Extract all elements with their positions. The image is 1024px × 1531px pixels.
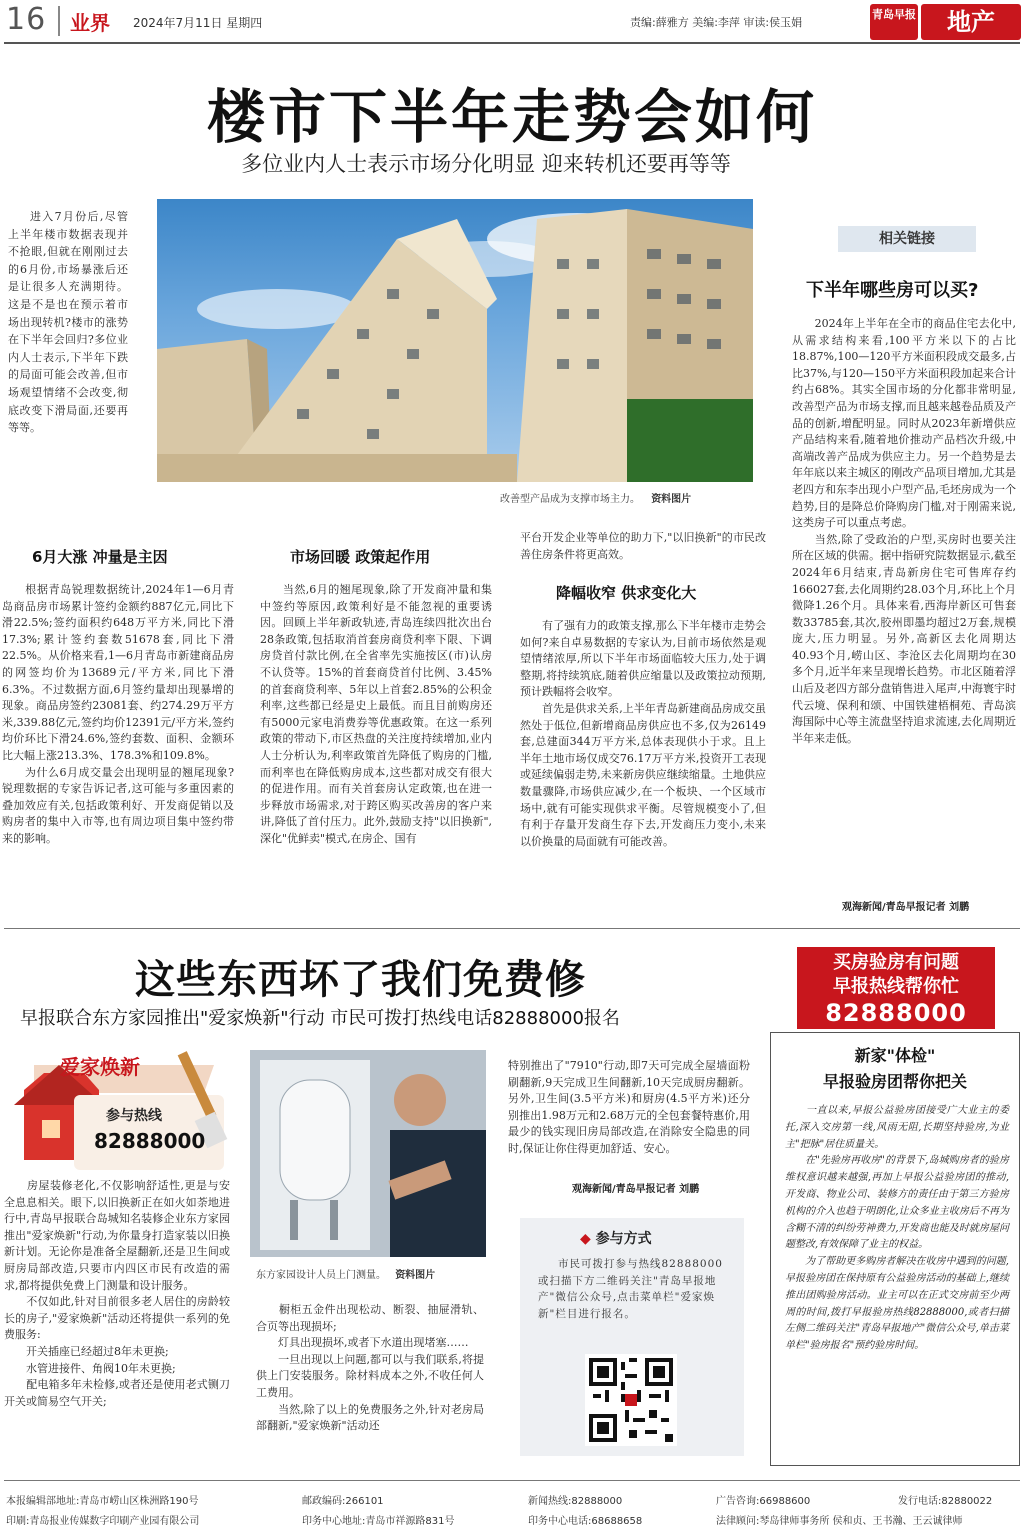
footer-printer: 印刷:青岛报业传媒数字印刷产业园有限公司 bbox=[6, 1516, 200, 1527]
renovation-badge bbox=[4, 1045, 232, 1175]
story1-headline: 楼市下半年走势会如何 bbox=[206, 83, 817, 151]
col3-subhead: 降幅收窄 供求变化大 bbox=[556, 584, 697, 602]
related-tag bbox=[838, 226, 976, 252]
sidebar-text: 一直以来,早报公益验房团接受广大业主的委托,深入交房第一线,风雨无阻,长期坚持验房,为业主"把脉"居住质量关。 在"先验房再收房"的背景下,岛城购房者的验房维权意识越来越强,再加上早报公益验房团的推动,开发商、物业公司、装修方的责任由于第三方验房机构的介入也趋于明朗化,让众多业主收房后不再为含糊不清的纠纷劳神费力,开发商也能及时就房屋问题整改,有效保障了业主的权益。 为了帮助更多购房者解决在收房中遇到的问题,早报验房团在保持原有公益验房活动的基础上,继续推出团购验房活动。业主可以在正式交房前至少两周的时间,拨打早报验房热线82888000,或者扫描左侧二维码关注"青岛早报地产"微信公众号,单击菜单栏"验房报名"预约验房时间。 bbox=[785, 1105, 1009, 1352]
story2-col1-text: 房屋装修老化,不仅影响舒适性,更是与安全息息相关。眼下,以旧换新正在如火如荼地进行中,青岛早报联合岛城知名装修企业东方家园推出"爱家焕新"行动,为你量身打造家装以旧换新计划。无论你是准备全屋翻新,还是卫生间或厨房局部改造,只要市内四区市民有改造的需求,都将提供免费上门测量和设计服务。 不仅如此,针对目前很多老人居住的房龄较长的房子,"爱家焕新"活动还将提供一系列的免费服务: 开关插座已经超过8年未更换; 水管进接件、角阀10年未更换; 配电箱多年未检修,或者还是使用老式铡刀开关或简易空气开关; bbox=[4, 1179, 230, 1408]
col3-top-text: 平台开发企业等单位的助力下,"以旧换新"的市民改善住房条件将更高效。 bbox=[520, 531, 766, 561]
footer-legal-counsel: 法律顾问:琴岛律师事务所 侯和贞、王书瀚、王云诚律师 bbox=[716, 1516, 963, 1527]
col1-text: 根据青岛锐理数据统计,2024年1—6月青岛商品房市场累计签约金额约887亿元,同比下滑22.5%;签约面积约648万平方米,同比下滑17.3%;累计签约套数51678套,同比下滑22.5%。从价格来看,1—6月青岛市新建商品房的网签均价为13689元/平方米,同比下滑6.3%。不过数据方面,6月签约量却出现暴增的现象。商品房签约23081套、约274.29万平方米,339.88亿元,签约均价12391元/平方米,签约均价环比下滑24.6%,签约套数、面积、金额环比大幅上涨213.3%、178.3%和109.8%。 为什么6月成交量会出现明显的翘尾现象?锐理数据的专家告诉记者,这可能与多重因素的叠加效应有关,包括政策利好、开发商促销以及购房者的集中入市等,也有周边项目集中签约带来的影响。 bbox=[2, 583, 234, 845]
diamond-icon: ◆ bbox=[580, 1231, 591, 1247]
repair-photo-illustration bbox=[250, 1050, 486, 1257]
story1-subheadline: 多位业内人士表示市场分化明显 迎来转机还要再等等 bbox=[241, 152, 731, 176]
section-tag bbox=[921, 4, 1021, 40]
footer-rule bbox=[4, 1480, 1020, 1481]
editor-credits: 责编:薛雅方 美编:李萍 审读:侯玉娟 bbox=[630, 16, 803, 29]
banner-line1: 买房验房有问题 bbox=[833, 952, 959, 973]
related-title: 下半年哪些房可以买? bbox=[806, 280, 979, 301]
building-illustration bbox=[157, 199, 753, 482]
section-name: 业界 bbox=[70, 11, 110, 35]
banner-line2: 早报热线帮你忙 bbox=[833, 976, 959, 997]
story1-photo-caption: 改善型产品成为支撑市场主力。 bbox=[500, 494, 640, 505]
col2-text: 当然,6月的翘尾现象,除了开发商冲量和集中签约等原因,政策利好是不能忽视的重要诱因。回顾上半年新政轨迹,青岛连续四批次出台28条政策,包括取消首套房商贷利率下限、下调房贷首付款比例,在全省率先实施按区(市)认房不认贷等。15%的首套商贷首付比例、3.45%的首套商贷利率、5年以上首套2.85%的公积金利率,这些都已经是史上最低。而且目前购房还有5000元家电消费券等优惠政策。在这一系列政策的带动下,市区热盘的关注度持续增加,业内人士分析认为,利率政策首先降低了购房的门槛,而利率也在降低购房成本,这些都对成交有很大的促进作用。而有关首套房认定政策,也在进一步释放市场需求,对于跨区购买改善房的客户来讲,降低了首付压力。此外,鼓励支持"以旧换新",深化"优鲜卖"模式,在房企、国有 bbox=[260, 583, 492, 845]
badge-phone: 82888000 bbox=[94, 1129, 206, 1153]
footer-news-hotline: 新闻热线:82888000 bbox=[528, 1496, 623, 1507]
related-tag-label: 相关链接 bbox=[879, 231, 935, 247]
footer-print-address: 印务中心地址:青岛市祥源路831号 bbox=[302, 1516, 455, 1527]
story2-photo-credit: 资料图片 bbox=[395, 1270, 436, 1281]
header-bottom-rule bbox=[4, 42, 1020, 44]
page-number: 16 bbox=[6, 2, 47, 37]
story2-photo bbox=[250, 1050, 486, 1257]
header-divider bbox=[58, 6, 60, 36]
badge-title: 爱家焕新 bbox=[60, 1055, 140, 1079]
join-title: 参与方式 bbox=[595, 1231, 652, 1247]
story2-photo-caption-row bbox=[256, 1266, 435, 1281]
story2-col2-text: 橱柜五金件出现松动、断裂、抽屉滑轨、合页等出现损坏; 灯具出现损坏,或者下水道出现堵塞…… 一旦出现以上问题,都可以与我们联系,将提供上门安装服务。除材料成本之外,不收任何人工费用。 当然,除了以上的免费服务之外,针对老房局部翻新,"爱家焕新"活动还 bbox=[256, 1303, 484, 1433]
footer-distribution: 发行电话:82880022 bbox=[898, 1496, 993, 1507]
hotline-banner bbox=[797, 947, 995, 1029]
story2-subheadline: 早报联合东方家园推出"爱家焕新"行动 市民可拨打热线电话82888000报名 bbox=[20, 1008, 620, 1029]
story1-photo-credit: 资料图片 bbox=[651, 494, 692, 505]
section-tag-label: 地产 bbox=[947, 7, 995, 36]
footer-print-phone: 印务中心电话:68688658 bbox=[528, 1516, 643, 1527]
footer-editorial-address: 本报编辑部地址:青岛市崂山区株洲路190号 bbox=[6, 1496, 199, 1507]
mid-divider bbox=[4, 928, 1020, 929]
qr-code-icon bbox=[589, 1358, 673, 1442]
newspaper-logo bbox=[870, 4, 918, 40]
logo-text: 青岛早报 bbox=[872, 8, 916, 21]
story2-headline: 这些东西坏了我们免费修 bbox=[135, 956, 586, 1003]
story2-col3-text: 特别推出了"7910"行动,即7天可完成全屋墙面粉刷翻新,9天完成卫生间翻新,10天完成厨房翻新。另外,卫生间(3.5平方米)和厨房(4.5平方米)还分别推出1.98万元和2.68万元的全包套餐特惠价,用最少的钱实现旧房局部改造,在消除安全隐患的同时,保证让你住得更加舒适、安心。 bbox=[508, 1059, 750, 1155]
sidebar-title2: 早报验房团帮你把关 bbox=[822, 1072, 967, 1091]
related-text: 2024年上半年在全市的商品住宅去化中,从需求结构来看,100平方米以下的占比18.87%,100—120平方米面积段成交最多,占比37%,与120—150平方米面积段加起来合计约占68%。其实全国市场的分化都非常明显,改善型产品为市场支撑,而且越来越卷品质及产品的创新,增配明显。同时从2023年新增供应产品结构来看,随着地价推动产品档次升级,中高端改善产品成为供应主力。另一个趋势是去年年底以来主城区的刚改产品项目增加,尤其是老四方和东李出现小户型产品,毛坯房成为一个趋势,目的是降总价降购房门槛,对于刚需来说,这类房子可以重点考虑。 当然,除了受政治的户型,买房时也要关注所在区域的供需。据中指研究院数据显示,截至2024年6月结束,青岛新房住宅可售库存约166027套,去化周期约28.03个月,环比上个月微降1.26个月。具体来看,西海岸新区可售套数33785套,其次,胶州即墨均超过2万套,规模庞大,压力明显。另外,高新区去化周期达40.93个月,崂山区、李沧区去化周期均在30多个月,近半年来呈现增长趋势。市北区随着浮山后及老四方部分盘销售进入尾声,中海寰宇时代云境、保利和颂、中国铁建梧桐苑、青岛滨海国际中心等主流盘坚持追求流速,去化周期近半年来走低。 bbox=[792, 317, 1016, 745]
badge-label: 参与热线 bbox=[106, 1108, 162, 1124]
footer-postcode: 邮政编码:266101 bbox=[302, 1496, 384, 1507]
related-byline: 观海新闻/青岛早报记者 刘鹏 bbox=[842, 902, 970, 913]
story1-photo-caption-row bbox=[500, 490, 691, 505]
banner-phone: 82888000 bbox=[825, 999, 967, 1027]
qr-code[interactable] bbox=[585, 1354, 677, 1446]
story2-photo-caption: 东方家园设计人员上门测量。 bbox=[256, 1270, 386, 1281]
sidebar-box bbox=[770, 1032, 1020, 1466]
footer-ad-contact: 广告咨询:66988600 bbox=[716, 1496, 811, 1507]
story1-photo bbox=[157, 199, 753, 482]
sidebar-title1: 新家"体检" bbox=[854, 1046, 936, 1065]
join-text: 市民可拨打参与热线82888000或扫描下方二维码关注"青岛早报地产"微信公众号,点击菜单栏"爱家焕新"栏目进行报名。 bbox=[538, 1258, 723, 1320]
col3-text: 有了强有力的政策支撑,那么下半年楼市走势会如何?来自卓易数据的专家认为,目前市场依然是观望情绪浓厚,所以下半年市场面临较大压力,处于调整期,将持续筑底,随着供应缩量以及政策拉动预期,预计跌幅将会收窄。 首先是供求关系,上半年青岛新建商品房成交虽然处于低位,但新增商品房供应也不多,仅为26149套,总建面344万平方米,总体表现供小于求。且上半年土地市场仅成交76.17万平方米,投资开工表现或延续偏弱走势,未来新房供应继续缩量。土地供应数量骤降,市场供应减少,在一个板块、一个区域市场中,就有可能实现供求平衡。尽管规模变小了,但有利于存量开发商生存下去,开发商压力变小,未来以价换量的局面就有可能改善。 bbox=[520, 619, 766, 848]
story1-intro: 进入7月份后,尽管上半年楼市数据表现并不抢眼,但就在刚刚过去的6月份,市场暴涨后还是让很多人充满期待。这是不是也在预示着市场出现转机?楼市的涨势在下半年会回归?多位业内人士表示,下半年下跌的局面可能会改善,但市场观望情绪不会改变,彻底改变下滑局面,还要再等等。 bbox=[8, 210, 128, 435]
col2-subhead: 市场回暖 政策起作用 bbox=[290, 548, 431, 566]
issue-date: 2024年7月11日 星期四 bbox=[133, 16, 263, 30]
story2-byline: 观海新闻/青岛早报记者 刘鹏 bbox=[572, 1184, 700, 1195]
join-box bbox=[520, 1218, 744, 1456]
join-title-row bbox=[580, 1228, 652, 1248]
col1-subhead: 6月大涨 冲量是主因 bbox=[32, 548, 168, 566]
